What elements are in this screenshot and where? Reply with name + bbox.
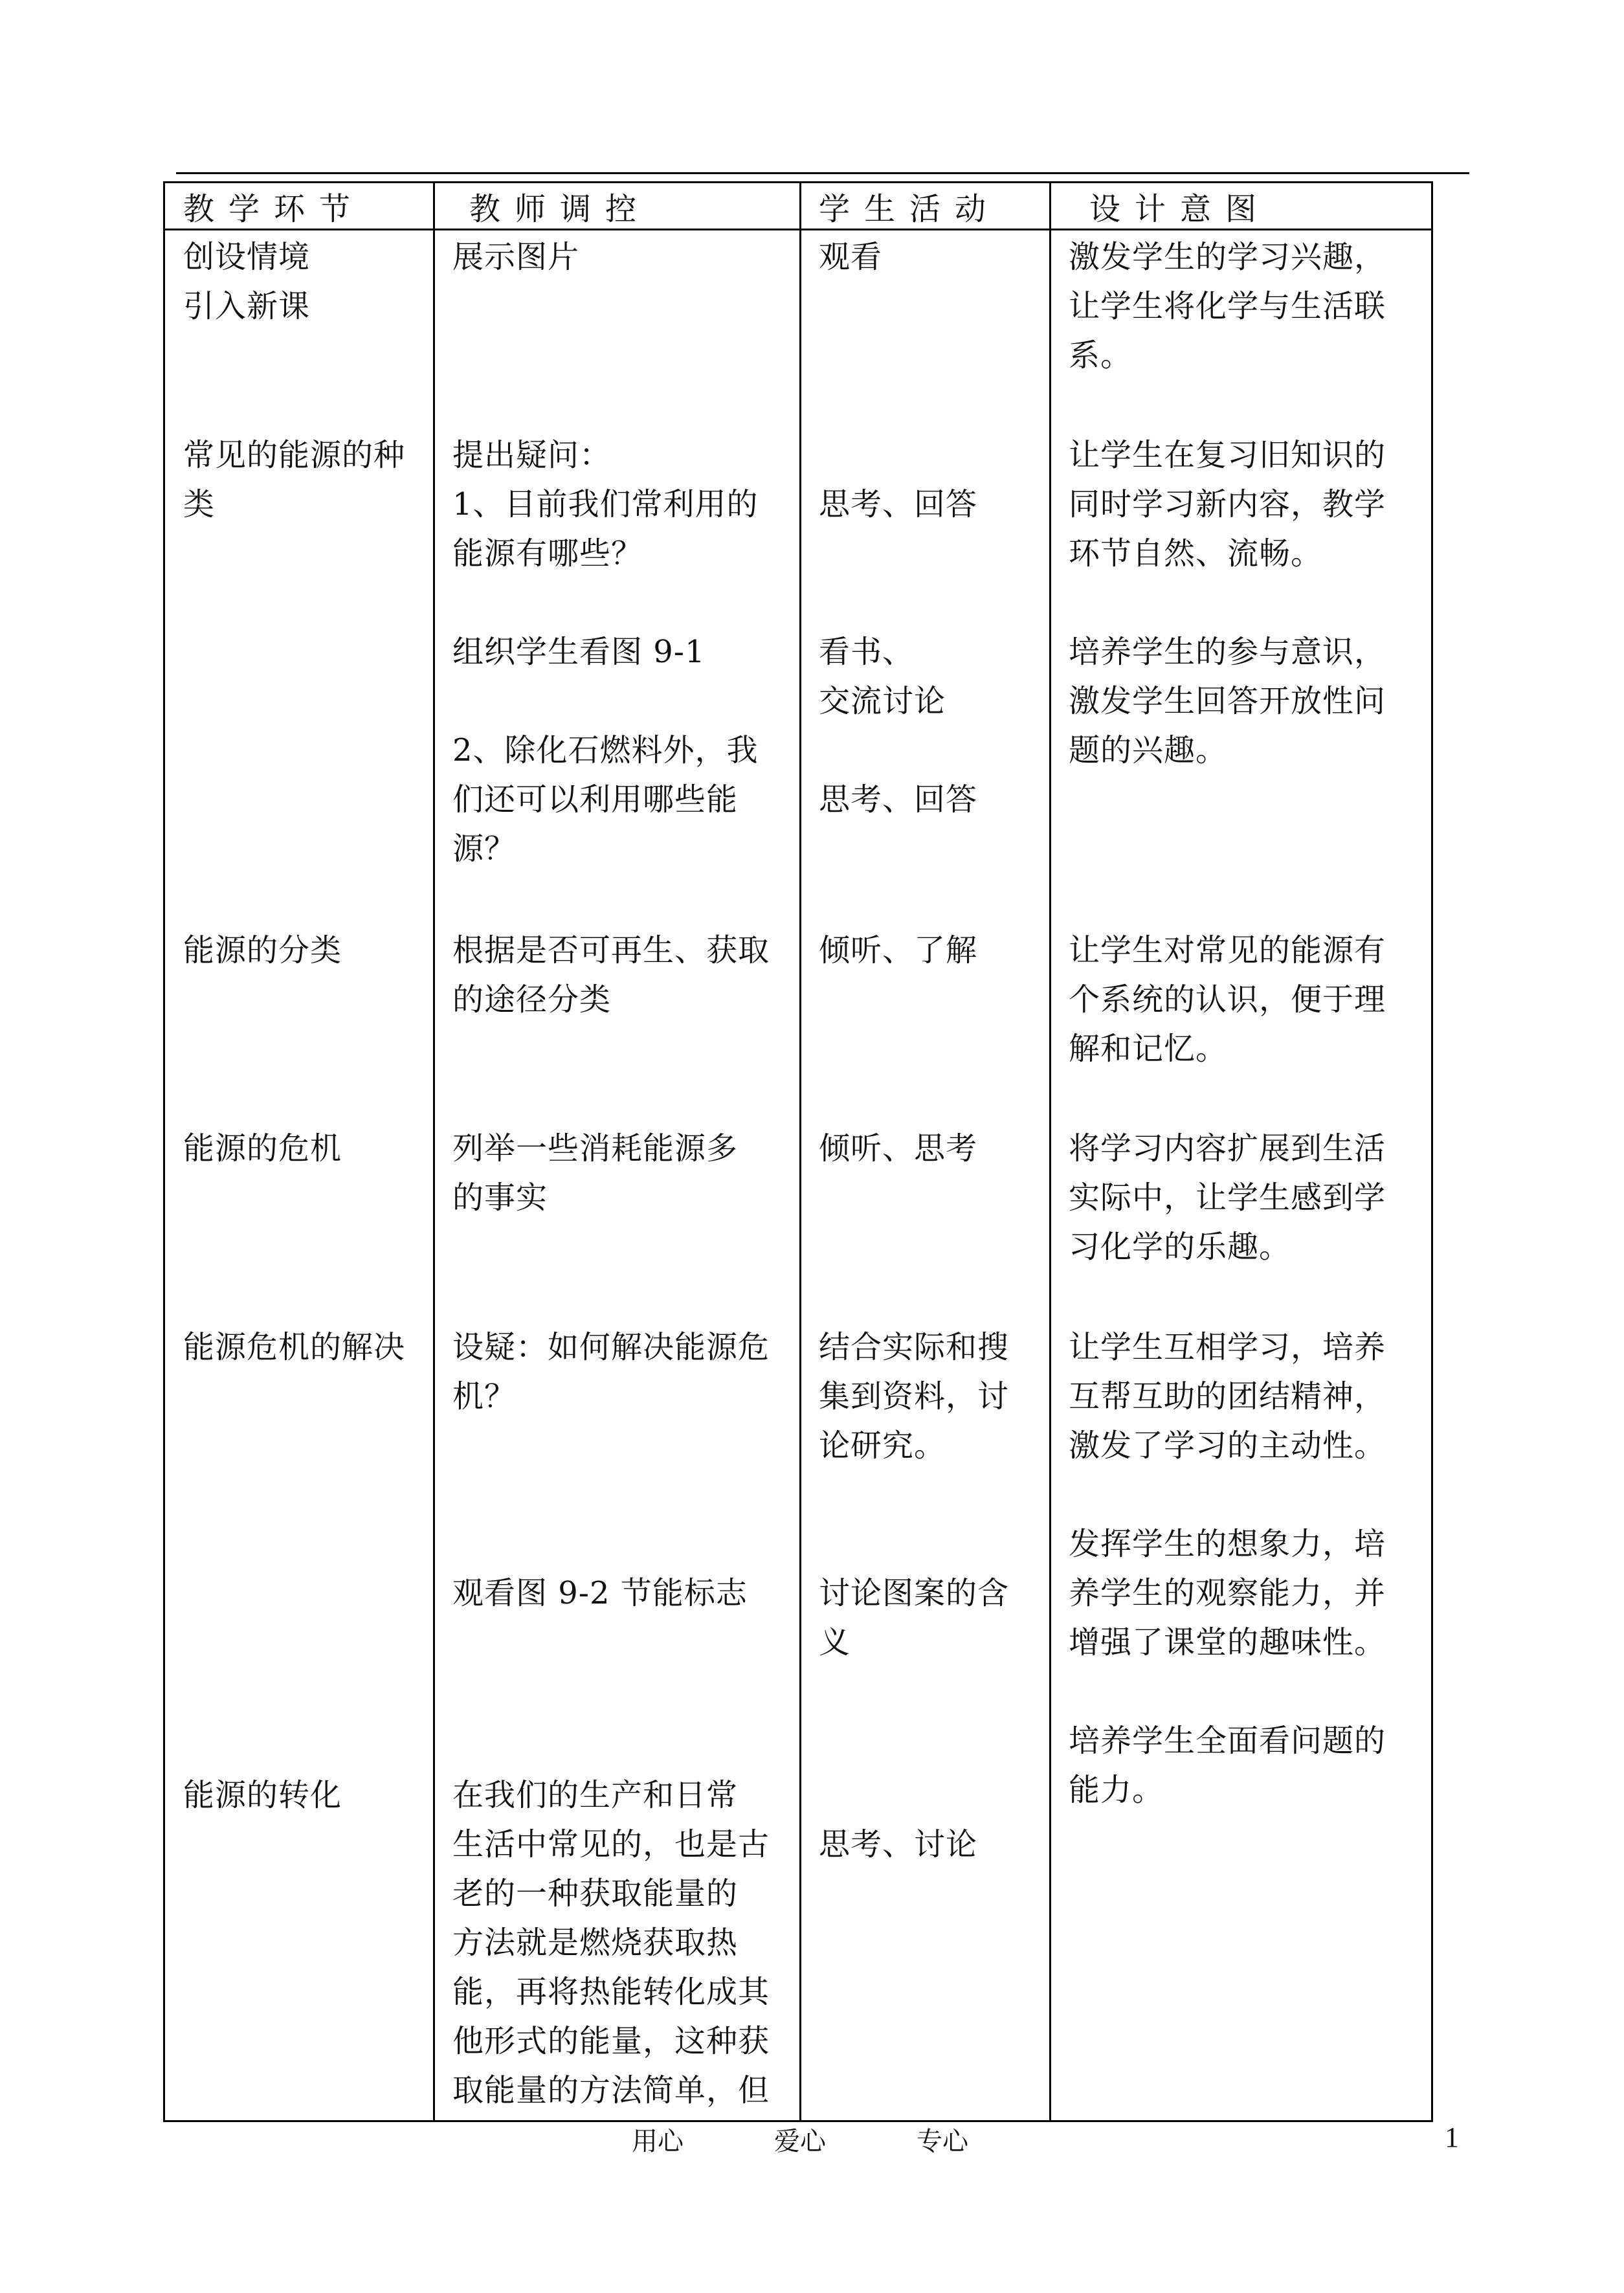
student-cell: 结合实际和搜 集到资料，讨 论研究。 讨论图案的含 义 [819, 1329, 1010, 1661]
stage-cell: 能源的危机 [183, 1130, 342, 1167]
header-teacher-control: 教师调控 [469, 190, 651, 227]
header-student-activity: 学生活动 [819, 190, 1001, 227]
header-design-intent: 设计意图 [1089, 190, 1271, 227]
stage-cell: 能源的分类 [183, 932, 342, 968]
student-cell: 倾听、了解 [819, 932, 978, 968]
column-divider [433, 183, 435, 2120]
teacher-cell: 展示图片 [452, 239, 580, 275]
student-cell: 思考、回答 看书、 交流讨论 思考、回答 [819, 486, 978, 818]
teacher-cell: 设疑：如何解决能源危 机？ 观看图 9-2 节能标志 [452, 1329, 770, 1611]
student-cell: 思考、讨论 [819, 1826, 978, 1862]
page-footer [0, 2121, 1624, 2166]
student-cell: 观看 [819, 239, 883, 275]
lesson-plan-table [163, 181, 1433, 2122]
motto-word: 专心 [917, 2127, 968, 2156]
teacher-cell: 在我们的生产和日常 生活中常见的，也是古 老的一种获取能量的 方法就是燃烧获取热 能，再将热能转化成其 他形式的能量，这种获 取能量的方法简单，但 [452, 1777, 770, 2108]
column-divider [799, 183, 801, 2120]
page-number: 1 [1445, 2121, 1459, 2153]
header-rule [176, 172, 1469, 174]
footer-motto [632, 2121, 968, 2158]
motto-word: 爱心 [774, 2127, 826, 2156]
header-teaching-stage: 教学环节 [183, 190, 365, 227]
stage-cell: 能源的转化 [183, 1777, 342, 1813]
teacher-cell: 列举一些消耗能源多 的事实 [452, 1130, 739, 1216]
design-cell: 将学习内容扩展到生活 实际中，让学生感到学 习化学的乐趣。 [1069, 1130, 1386, 1265]
design-cell: 让学生对常见的能源有 个系统的认识，便于理 解和记忆。 [1069, 932, 1386, 1067]
design-cell: 激发学生的学习兴趣， 让学生将化学与生活联 系。 [1069, 239, 1386, 374]
column-divider [1049, 183, 1051, 2120]
stage-cell: 创设情境 引入新课 [183, 239, 311, 324]
teacher-cell: 提出疑问： 1、目前我们常利用的 能源有哪些？ 组织学生看图 9-1 2、除化石燃料外，我 们还可以利用哪些能 源？ [452, 437, 759, 867]
stage-cell: 常见的能源的种 类 [183, 437, 406, 522]
teacher-cell: 根据是否可再生、获取 的途径分类 [452, 932, 770, 1018]
stage-cell: 能源危机的解决 [183, 1329, 406, 1365]
design-cell: 让学生在复习旧知识的 同时学习新内容，教学 环节自然、流畅。 培养学生的参与意识， 激发学生回答开放性问 题的兴趣。 [1069, 437, 1386, 768]
header-divider [165, 229, 1431, 230]
motto-word: 用心 [632, 2127, 684, 2156]
student-cell: 倾听、思考 [819, 1130, 978, 1167]
design-cell: 让学生互相学习，培养 互帮互助的团结精神， 激发了学习的主动性。 发挥学生的想象力，培 养学生的观察能力，并 增强了课堂的趣味性。 培养学生全面看问题的 能力。 [1069, 1329, 1386, 1808]
